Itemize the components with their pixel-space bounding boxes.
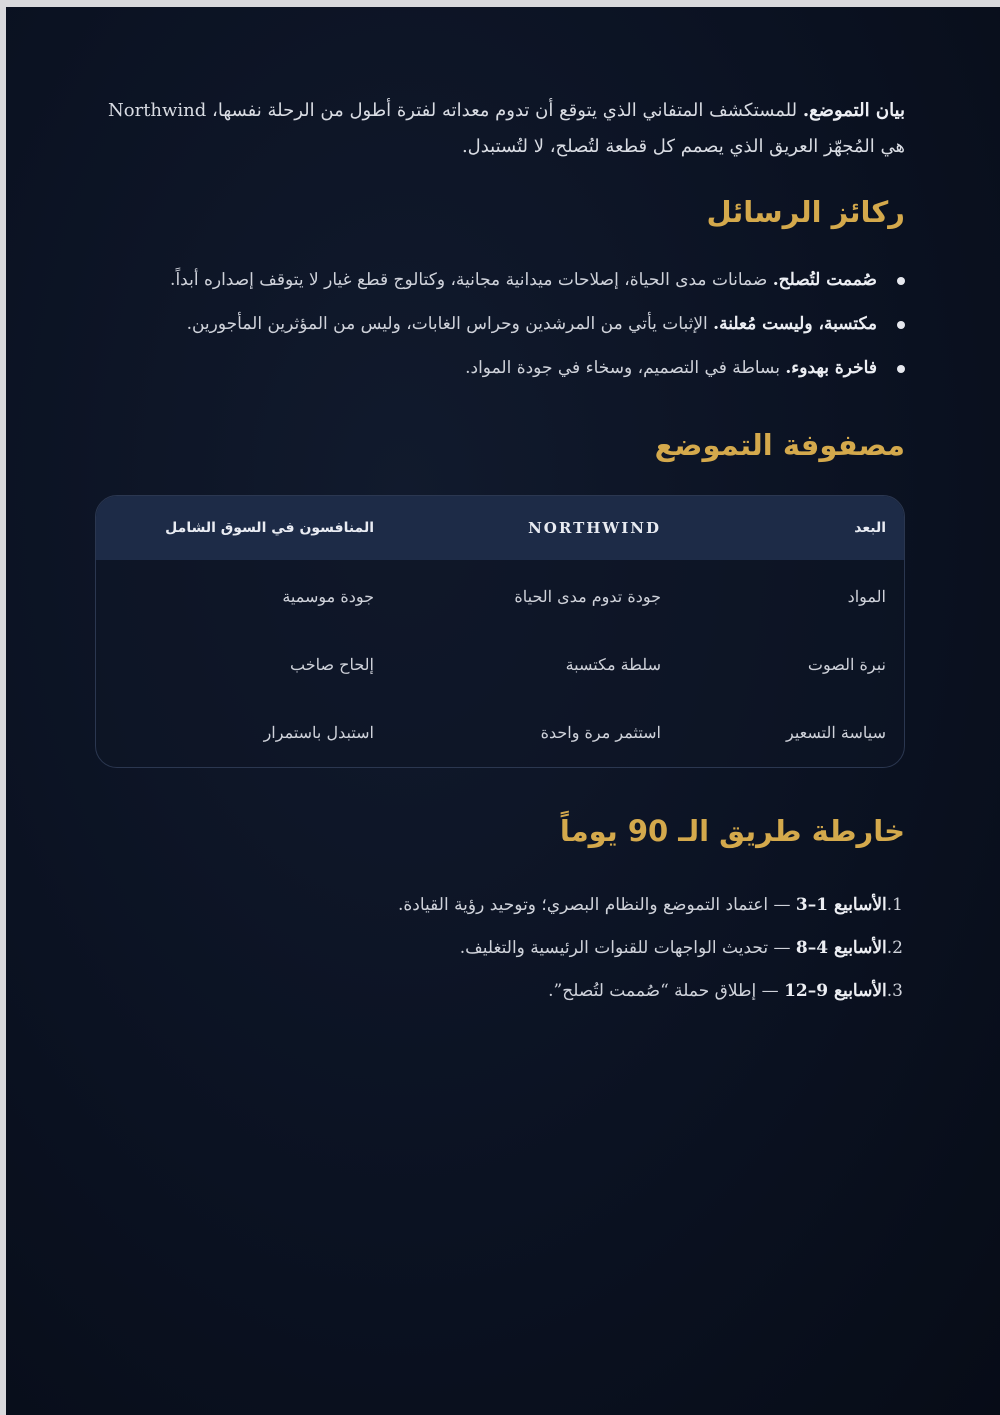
- pillar-text: بساطة في التصميم، وسخاء في جودة المواد.: [465, 358, 786, 378]
- document-page: [6, 7, 1000, 1415]
- list-number: 1.: [886, 895, 903, 915]
- roadmap-text: — اعتماد التموضع والنظام البصري؛ وتوحيد رؤية القيادة.: [397, 895, 796, 915]
- table-row: [96, 630, 904, 698]
- table-cell: نبرة الصوت: [807, 654, 886, 674]
- table-row: [96, 698, 904, 766]
- roadmap-phase: الأسابيع 9–12: [784, 981, 887, 1001]
- table-cell: استثمر مرة واحدة: [540, 722, 661, 742]
- table-cell: جودة موسمية: [282, 586, 374, 606]
- table-cell: إلحاح صاخب: [290, 654, 374, 674]
- brand-name: Northwind: [108, 100, 207, 121]
- pillar-title: صُممت لتُصلح.: [772, 270, 877, 290]
- list-item: [96, 302, 905, 346]
- pillar-title: فاخرة بهدوء.: [785, 358, 877, 378]
- list-item: [96, 346, 905, 390]
- list-item: [96, 970, 905, 1013]
- positioning-statement-text-1: للمستكشف المتفاني الذي يتوقع أن تدوم معداته لفترة أطول من الرحلة نفسها،: [206, 100, 803, 121]
- bullet-icon: [897, 277, 905, 285]
- roadmap-phase: الأسابيع 4–8: [795, 938, 887, 958]
- pillar-title: مكتسبة، وليست مُعلنة.: [713, 314, 877, 334]
- table-row: [96, 560, 904, 630]
- list-item: [96, 258, 905, 302]
- positioning-statement: [96, 7, 905, 165]
- list-number: 3.: [886, 981, 903, 1001]
- list-item: [96, 927, 905, 970]
- table-cell: جودة تدوم مدى الحياة: [514, 586, 661, 606]
- bullet-icon: [897, 365, 905, 373]
- table-header-row: [96, 496, 904, 560]
- roadmap-phase: الأسابيع 1–3: [795, 895, 887, 915]
- table-cell: سياسة التسعير: [786, 722, 886, 742]
- table-cell: سلطة مكتسبة: [565, 654, 661, 674]
- matrix-heading: مصفوفة التموضع: [654, 428, 905, 462]
- pillar-text: الإثبات يأتي من المرشدين وحراس الغابات، وليس من المؤثرين المأجورين.: [186, 314, 714, 334]
- table-cell: المواد: [847, 586, 886, 606]
- pillars-list: [96, 258, 905, 390]
- roadmap-text: — تحديث الواجهات للقنوات الرئيسية والتغليف.: [459, 938, 796, 958]
- list-number: 2.: [886, 938, 903, 958]
- roadmap-list: [96, 884, 905, 1013]
- positioning-matrix-table: [95, 495, 905, 768]
- column-header-dimension: البعد: [854, 520, 886, 536]
- pillars-heading: ركائز الرسائل: [706, 195, 905, 229]
- positioning-statement-lead: بيان التموضع.: [802, 100, 905, 121]
- list-item: [96, 884, 905, 927]
- positioning-statement-text-2: هي المُجهّز العريق الذي يصمم كل قطعة لتُصلح، لا لتُستبدل.: [461, 136, 905, 157]
- roadmap-text: — إطلاق حملة “صُممت لتُصلح”.: [548, 981, 785, 1001]
- pillar-text: ضمانات مدى الحياة، إصلاحات ميدانية مجانية، وكتالوج قطع غيار لا يتوقف إصداره أبداً.: [170, 270, 773, 290]
- table-cell: استبدل باستمرار: [263, 722, 374, 742]
- column-header-northwind: NORTHWIND: [528, 519, 661, 537]
- bullet-icon: [897, 321, 905, 329]
- column-header-competitors: المنافسون في السوق الشامل: [165, 520, 374, 536]
- roadmap-heading: خارطة طريق الـ 90 يوماً: [559, 814, 905, 848]
